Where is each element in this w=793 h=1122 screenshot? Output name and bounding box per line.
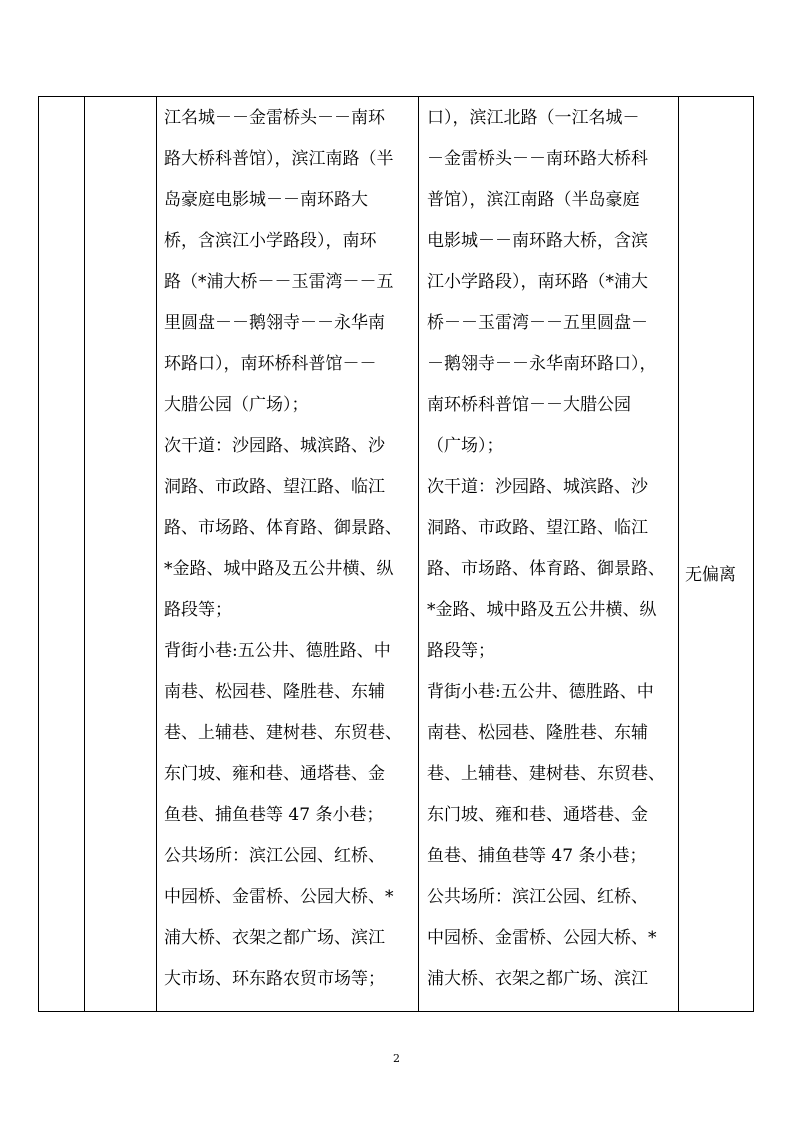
text-line: 岛豪庭电影城－－南环路大: [164, 190, 368, 210]
text-line: 公共场所：滨江公园、红桥、: [427, 887, 648, 907]
text-line: 里圆盘－－鹅翎寺－－永华南: [164, 313, 385, 333]
table-column-deviation: [679, 97, 755, 1011]
text-line: 中园桥、金雷桥、公园大桥、*: [164, 887, 394, 907]
text-line: 浦大桥、衣架之都广场、滨江: [427, 969, 648, 989]
text-line: 次干道：沙园路、城滨路、沙: [164, 436, 385, 456]
table-column-item: [85, 97, 157, 1011]
text-line: 电影城－－南环路大桥，含滨: [427, 231, 648, 251]
table-column-index: [39, 97, 85, 1011]
text-line: 浦大桥、衣架之都广场、滨江: [164, 928, 385, 948]
text-line: 次干道：沙园路、城滨路、沙: [427, 477, 648, 497]
text-line: 路大桥科普馆），滨江南路（半: [164, 149, 394, 169]
text-line: －金雷桥头－－南环路大桥科: [427, 149, 648, 169]
page-number: 2: [393, 1052, 400, 1065]
text-line: 东门坡、雍和巷、通塔巷、金: [427, 805, 648, 825]
text-line: 巷、上辅巷、建树巷、东贸巷、: [427, 764, 665, 784]
text-line: 东门坡、雍和巷、通塔巷、金: [164, 764, 385, 784]
text-line: 桥－－玉雷湾－－五里圆盘－: [427, 313, 648, 333]
text-line: 南巷、松园巷、隆胜巷、东辅: [164, 682, 385, 702]
text-line: （广场）；: [427, 436, 504, 456]
text-line: 路、市场路、体育路、御景路、: [427, 559, 665, 579]
text-line: 大市场、环东路农贸市场等；: [164, 969, 385, 989]
text-line: *金路、城中路及五公井横、纵: [164, 559, 394, 579]
requirements-table: [38, 96, 754, 1012]
text-line: 巷、上辅巷、建树巷、东贸巷、: [164, 723, 402, 743]
text-line: 中园桥、金雷桥、公园大桥、*: [427, 928, 657, 948]
table-column-response: [419, 97, 679, 1011]
text-line: 江名城－－金雷桥头－－南环: [164, 108, 385, 128]
text-line: 背街小巷:五公井、德胜路、中: [427, 682, 654, 702]
text-line: 江小学路段），南环路（*浦大: [427, 272, 648, 292]
text-line: 普馆），滨江南路（半岛豪庭: [427, 190, 640, 210]
text-line: 洞路、市政路、望江路、临江: [164, 477, 385, 497]
text-line: 洞路、市政路、望江路、临江: [427, 518, 648, 538]
requirement-text: [164, 98, 414, 1000]
text-line: 环路口），南环桥科普馆－－: [164, 354, 377, 374]
deviation-result: 无偏离: [685, 565, 736, 585]
text-line: 路、市场路、体育路、御景路、: [164, 518, 402, 538]
text-line: 鱼巷、捕鱼巷等 47 条小巷；: [427, 846, 647, 866]
text-line: 口），滨江北路（一江名城－: [427, 108, 640, 128]
text-line: *金路、城中路及五公井横、纵: [427, 600, 657, 620]
table-column-requirement: [157, 97, 419, 1011]
text-line: 公共场所：滨江公园、红桥、: [164, 846, 385, 866]
response-text: [427, 98, 674, 1000]
text-line: 鱼巷、捕鱼巷等 47 条小巷；: [164, 805, 384, 825]
text-line: 背街小巷:五公井、德胜路、中: [164, 641, 391, 661]
text-line: 路（*浦大桥－－玉雷湾－－五: [164, 272, 394, 292]
text-line: 路段等；: [427, 641, 495, 661]
text-line: 大腊公园（广场）；: [164, 395, 309, 415]
text-line: 南巷、松园巷、隆胜巷、东辅: [427, 723, 648, 743]
text-line: －鹅翎寺－－永华南环路口），: [427, 354, 657, 374]
text-line: 桥，含滨江小学路段），南环: [164, 231, 377, 251]
text-line: 路段等；: [164, 600, 232, 620]
text-line: 南环桥科普馆－－大腊公园: [427, 395, 631, 415]
